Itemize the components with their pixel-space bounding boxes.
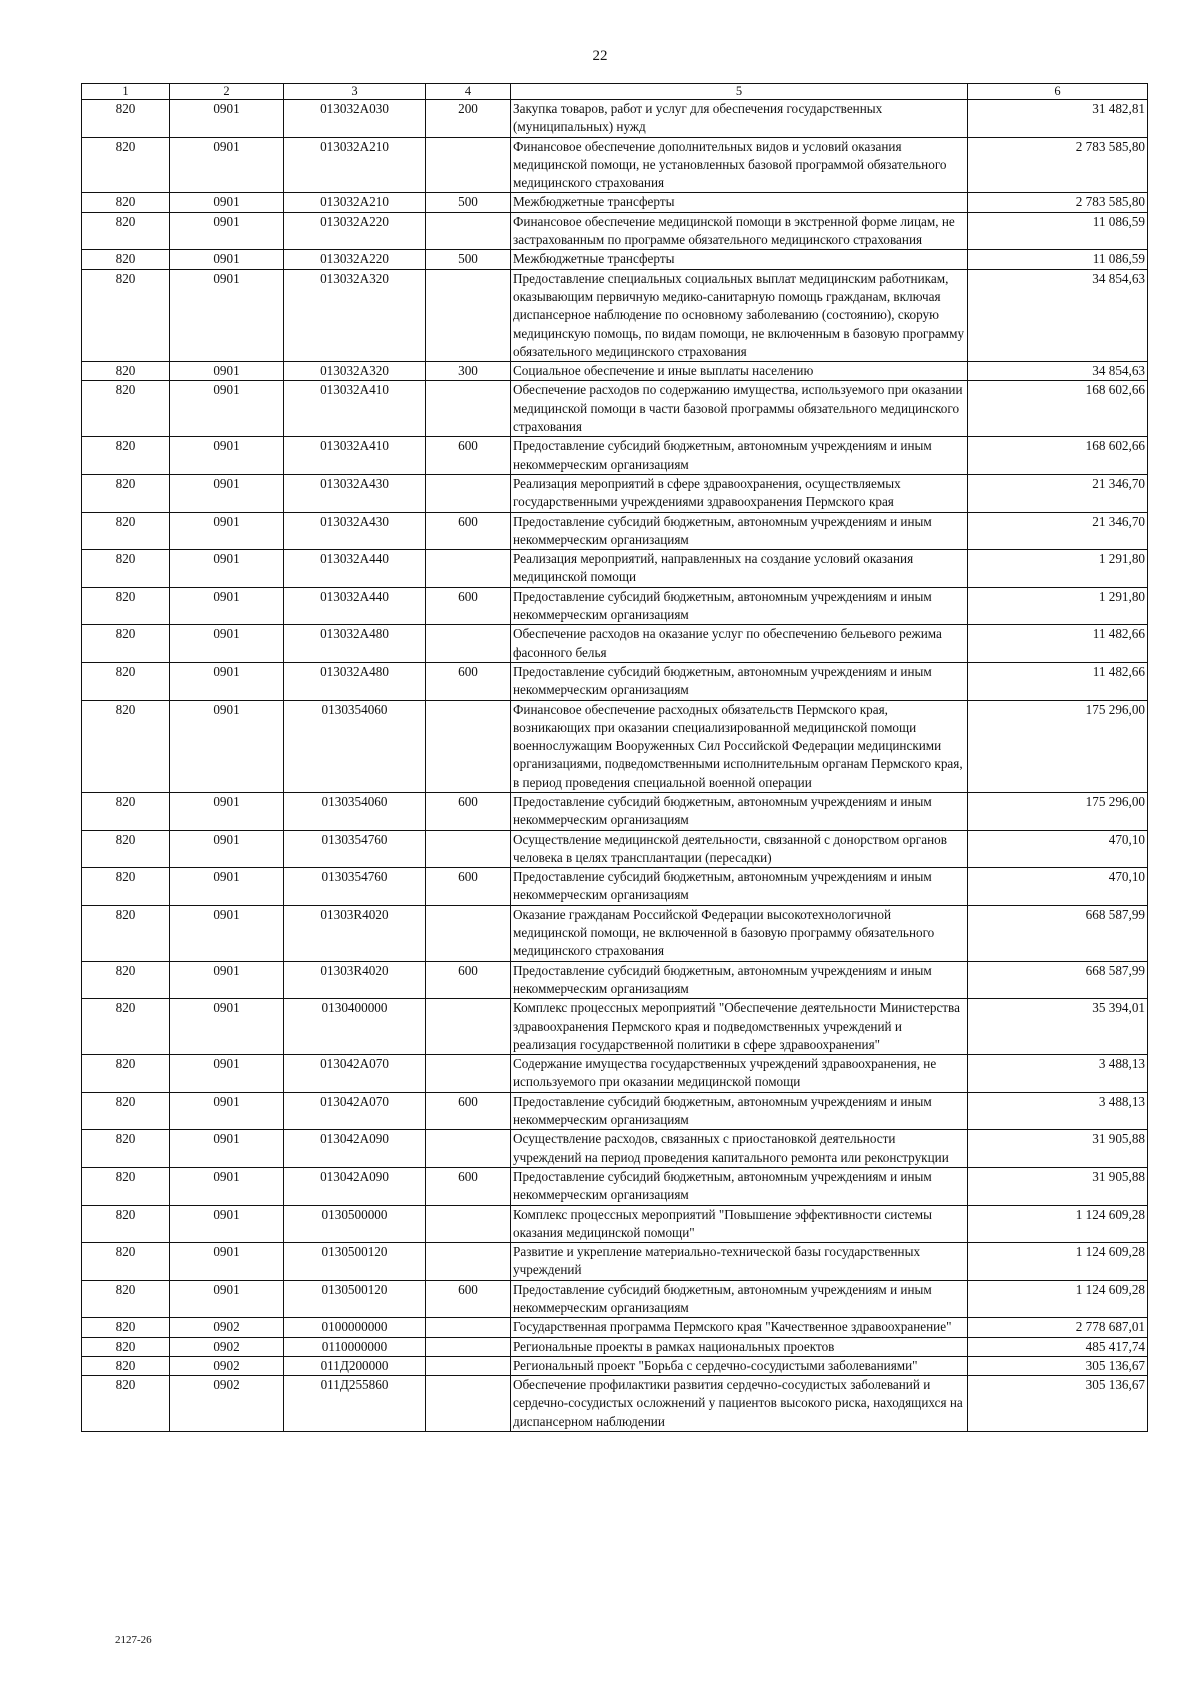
description-cell: Обеспечение расходов по содержанию имущества, используемого при оказании медицинской помощи в части базовой программы обязательного медицинского страхования: [511, 381, 968, 437]
table-row: [82, 250, 1148, 269]
expense-type-cell: 600: [426, 961, 511, 999]
expense-type-cell: [426, 625, 511, 663]
table-row: [82, 269, 1148, 361]
table-row: [82, 662, 1148, 700]
ministry-code-cell: 820: [82, 1130, 170, 1168]
amount-cell: 305 136,67: [968, 1376, 1148, 1432]
description-cell: Предоставление субсидий бюджетным, автономным учреждениям и иным некоммерческим организациям: [511, 512, 968, 550]
target-article-cell: 013032А440: [284, 587, 426, 625]
target-article-cell: 013032А480: [284, 625, 426, 663]
section-code-cell: 0902: [170, 1318, 284, 1337]
ministry-code-cell: 820: [82, 250, 170, 269]
column-header: 4: [426, 84, 511, 100]
section-code-cell: 0901: [170, 250, 284, 269]
amount-cell: 485 417,74: [968, 1337, 1148, 1356]
description-cell: Предоставление специальных социальных выплат медицинским работникам, оказывающим первичную медико-санитарную помощь гражданам, включая диспансерное наблюдение по основному заболеванию (состоянию), скорую медицинскую помощь, по видам помощи, не включенным в базовую программу обязательного медицинского страхования: [511, 269, 968, 361]
ministry-code-cell: 820: [82, 1205, 170, 1243]
ministry-code-cell: 820: [82, 362, 170, 381]
amount-cell: 1 124 609,28: [968, 1205, 1148, 1243]
table-row: [82, 362, 1148, 381]
table-row: [82, 868, 1148, 906]
description-cell: Развитие и укрепление материально-технической базы государственных учреждений: [511, 1243, 968, 1281]
column-header: 3: [284, 84, 426, 100]
section-code-cell: 0901: [170, 1130, 284, 1168]
amount-cell: 31 482,81: [968, 100, 1148, 138]
ministry-code-cell: 820: [82, 905, 170, 961]
page-number: 22: [592, 48, 608, 64]
target-article-cell: 011Д200000: [284, 1356, 426, 1375]
section-code-cell: 0901: [170, 437, 284, 475]
description-cell: Комплекс процессных мероприятий "Обеспечение деятельности Министерства здравоохранения Пермского края и подведомственных учреждений и реализация государственной политики в сфере здравоохранения": [511, 999, 968, 1055]
ministry-code-cell: 820: [82, 830, 170, 868]
section-code-cell: 0901: [170, 961, 284, 999]
target-article-cell: 013032А220: [284, 250, 426, 269]
amount-cell: 11 482,66: [968, 662, 1148, 700]
table-row: [82, 1055, 1148, 1093]
description-cell: Осуществление медицинской деятельности, связанной с донорством органов человека в целях трансплантации (пересадки): [511, 830, 968, 868]
ministry-code-cell: 820: [82, 269, 170, 361]
ministry-code-cell: 820: [82, 1167, 170, 1205]
amount-cell: 1 124 609,28: [968, 1280, 1148, 1318]
description-cell: Закупка товаров, работ и услуг для обеспечения государственных (муниципальных) нужд: [511, 100, 968, 138]
ministry-code-cell: 820: [82, 100, 170, 138]
expense-type-cell: [426, 1376, 511, 1432]
amount-cell: 470,10: [968, 830, 1148, 868]
target-article-cell: 013032А410: [284, 381, 426, 437]
target-article-cell: 0130354060: [284, 792, 426, 830]
amount-cell: 1 124 609,28: [968, 1243, 1148, 1281]
table-row: [82, 474, 1148, 512]
table-row: [82, 587, 1148, 625]
target-article-cell: 013032А320: [284, 362, 426, 381]
section-code-cell: 0901: [170, 792, 284, 830]
column-header: 2: [170, 84, 284, 100]
expense-type-cell: [426, 1243, 511, 1281]
header-row: [82, 84, 1148, 100]
ministry-code-cell: 820: [82, 193, 170, 212]
amount-cell: 2 778 687,01: [968, 1318, 1148, 1337]
amount-cell: 34 854,63: [968, 362, 1148, 381]
ministry-code-cell: 820: [82, 587, 170, 625]
column-header: 1: [82, 84, 170, 100]
description-cell: Предоставление субсидий бюджетным, автономным учреждениям и иным некоммерческим организациям: [511, 1092, 968, 1130]
target-article-cell: 013032А030: [284, 100, 426, 138]
table-row: [82, 381, 1148, 437]
amount-cell: 1 291,80: [968, 550, 1148, 588]
budget-table: [81, 83, 1148, 1432]
ministry-code-cell: 820: [82, 1337, 170, 1356]
expense-type-cell: 500: [426, 250, 511, 269]
amount-cell: 3 488,13: [968, 1055, 1148, 1093]
expense-type-cell: [426, 1055, 511, 1093]
expense-type-cell: 200: [426, 100, 511, 138]
target-article-cell: 0130500000: [284, 1205, 426, 1243]
table-row: [82, 437, 1148, 475]
table-row: [82, 1130, 1148, 1168]
target-article-cell: 0130354760: [284, 868, 426, 906]
section-code-cell: 0901: [170, 550, 284, 588]
table-row: [82, 625, 1148, 663]
expense-type-cell: 600: [426, 1092, 511, 1130]
table-row: [82, 905, 1148, 961]
section-code-cell: 0901: [170, 193, 284, 212]
description-cell: Предоставление субсидий бюджетным, автономным учреждениям и иным некоммерческим организациям: [511, 961, 968, 999]
amount-cell: 11 086,59: [968, 250, 1148, 269]
description-cell: Предоставление субсидий бюджетным, автономным учреждениям и иным некоммерческим организациям: [511, 792, 968, 830]
amount-cell: 31 905,88: [968, 1130, 1148, 1168]
ministry-code-cell: 820: [82, 1055, 170, 1093]
expense-type-cell: [426, 1205, 511, 1243]
section-code-cell: 0901: [170, 212, 284, 250]
ministry-code-cell: 820: [82, 1356, 170, 1375]
ministry-code-cell: 820: [82, 137, 170, 193]
table-row: [82, 137, 1148, 193]
document-code: 2127-26: [115, 1634, 152, 1646]
section-code-cell: 0901: [170, 269, 284, 361]
amount-cell: 3 488,13: [968, 1092, 1148, 1130]
section-code-cell: 0901: [170, 381, 284, 437]
amount-cell: 668 587,99: [968, 961, 1148, 999]
table-row: [82, 1318, 1148, 1337]
section-code-cell: 0901: [170, 868, 284, 906]
expense-type-cell: 600: [426, 437, 511, 475]
description-cell: Оказание гражданам Российской Федерации высокотехнологичной медицинской помощи, не включенной в базовую программу обязательного медицинского страхования: [511, 905, 968, 961]
description-cell: Финансовое обеспечение дополнительных видов и условий оказания медицинской помощи, не установленных базовой программой обязательного медицинского страхования: [511, 137, 968, 193]
section-code-cell: 0901: [170, 587, 284, 625]
ministry-code-cell: 820: [82, 437, 170, 475]
expense-type-cell: 500: [426, 193, 511, 212]
section-code-cell: 0902: [170, 1356, 284, 1375]
description-cell: Региональные проекты в рамках национальных проектов: [511, 1337, 968, 1356]
ministry-code-cell: 820: [82, 662, 170, 700]
description-cell: Предоставление субсидий бюджетным, автономным учреждениям и иным некоммерческим организациям: [511, 587, 968, 625]
section-code-cell: 0901: [170, 362, 284, 381]
expense-type-cell: 300: [426, 362, 511, 381]
expense-type-cell: [426, 999, 511, 1055]
expense-type-cell: 600: [426, 1167, 511, 1205]
column-header: 6: [968, 84, 1148, 100]
table-row: [82, 792, 1148, 830]
section-code-cell: 0902: [170, 1376, 284, 1432]
expense-type-cell: 600: [426, 662, 511, 700]
target-article-cell: 013032А320: [284, 269, 426, 361]
amount-cell: 168 602,66: [968, 437, 1148, 475]
table-row: [82, 1376, 1148, 1432]
ministry-code-cell: 820: [82, 1092, 170, 1130]
target-article-cell: 013032А440: [284, 550, 426, 588]
amount-cell: 21 346,70: [968, 512, 1148, 550]
section-code-cell: 0901: [170, 512, 284, 550]
ministry-code-cell: 820: [82, 625, 170, 663]
target-article-cell: 0100000000: [284, 1318, 426, 1337]
expense-type-cell: [426, 1130, 511, 1168]
section-code-cell: 0901: [170, 1205, 284, 1243]
amount-cell: 31 905,88: [968, 1167, 1148, 1205]
description-cell: Предоставление субсидий бюджетным, автономным учреждениям и иным некоммерческим организациям: [511, 662, 968, 700]
expense-type-cell: [426, 1337, 511, 1356]
table-row: [82, 1337, 1148, 1356]
table-row: [82, 512, 1148, 550]
target-article-cell: 013032А480: [284, 662, 426, 700]
table-row: [82, 1167, 1148, 1205]
ministry-code-cell: 820: [82, 212, 170, 250]
expense-type-cell: 600: [426, 1280, 511, 1318]
target-article-cell: 013042А070: [284, 1055, 426, 1093]
expense-type-cell: [426, 550, 511, 588]
description-cell: Обеспечение профилактики развития сердечно-сосудистых заболеваний и сердечно-сосудистых осложнений у пациентов высокого риска, находящихся на диспансерном наблюдении: [511, 1376, 968, 1432]
table-row: [82, 1205, 1148, 1243]
expense-type-cell: [426, 212, 511, 250]
section-code-cell: 0901: [170, 700, 284, 792]
section-code-cell: 0901: [170, 474, 284, 512]
target-article-cell: 0130500120: [284, 1280, 426, 1318]
amount-cell: 35 394,01: [968, 999, 1148, 1055]
amount-cell: 11 482,66: [968, 625, 1148, 663]
table-row: [82, 100, 1148, 138]
table-row: [82, 1243, 1148, 1281]
section-code-cell: 0901: [170, 137, 284, 193]
section-code-cell: 0901: [170, 830, 284, 868]
section-code-cell: 0901: [170, 625, 284, 663]
amount-cell: 305 136,67: [968, 1356, 1148, 1375]
description-cell: Комплекс процессных мероприятий "Повышение эффективности системы оказания медицинской помощи": [511, 1205, 968, 1243]
section-code-cell: 0901: [170, 662, 284, 700]
amount-cell: 470,10: [968, 868, 1148, 906]
table-row: [82, 1356, 1148, 1375]
ministry-code-cell: 820: [82, 550, 170, 588]
section-code-cell: 0901: [170, 1243, 284, 1281]
ministry-code-cell: 820: [82, 512, 170, 550]
ministry-code-cell: 820: [82, 1376, 170, 1432]
ministry-code-cell: 820: [82, 381, 170, 437]
section-code-cell: 0901: [170, 1092, 284, 1130]
description-cell: Осуществление расходов, связанных с приостановкой деятельности учреждений на период проведения капитального ремонта или реконструкции: [511, 1130, 968, 1168]
ministry-code-cell: 820: [82, 700, 170, 792]
ministry-code-cell: 820: [82, 868, 170, 906]
target-article-cell: 0130400000: [284, 999, 426, 1055]
expense-type-cell: 600: [426, 792, 511, 830]
amount-cell: 2 783 585,80: [968, 137, 1148, 193]
target-article-cell: 013032А210: [284, 193, 426, 212]
expense-type-cell: [426, 830, 511, 868]
target-article-cell: 011Д255860: [284, 1376, 426, 1432]
amount-cell: 175 296,00: [968, 792, 1148, 830]
section-code-cell: 0901: [170, 905, 284, 961]
section-code-cell: 0901: [170, 100, 284, 138]
table-row: [82, 550, 1148, 588]
description-cell: Предоставление субсидий бюджетным, автономным учреждениям и иным некоммерческим организациям: [511, 1280, 968, 1318]
column-header: 5: [511, 84, 968, 100]
table-row: [82, 999, 1148, 1055]
target-article-cell: 0110000000: [284, 1337, 426, 1356]
table-row: [82, 830, 1148, 868]
target-article-cell: 013042А090: [284, 1167, 426, 1205]
description-cell: Предоставление субсидий бюджетным, автономным учреждениям и иным некоммерческим организациям: [511, 868, 968, 906]
expense-type-cell: [426, 474, 511, 512]
expense-type-cell: [426, 1318, 511, 1337]
amount-cell: 2 783 585,80: [968, 193, 1148, 212]
expense-type-cell: [426, 905, 511, 961]
description-cell: Государственная программа Пермского края "Качественное здравоохранение": [511, 1318, 968, 1337]
target-article-cell: 01303R4020: [284, 905, 426, 961]
target-article-cell: 013032А430: [284, 474, 426, 512]
description-cell: Содержание имущества государственных учреждений здравоохранения, не используемого при оказании медицинской помощи: [511, 1055, 968, 1093]
table-row: [82, 212, 1148, 250]
target-article-cell: 0130354760: [284, 830, 426, 868]
description-cell: Региональный проект "Борьба с сердечно-сосудистыми заболеваниями": [511, 1356, 968, 1375]
target-article-cell: 013032А220: [284, 212, 426, 250]
expense-type-cell: [426, 700, 511, 792]
description-cell: Реализация мероприятий, направленных на создание условий оказания медицинской помощи: [511, 550, 968, 588]
table-row: [82, 193, 1148, 212]
amount-cell: 175 296,00: [968, 700, 1148, 792]
description-cell: Социальное обеспечение и иные выплаты населению: [511, 362, 968, 381]
target-article-cell: 013042А090: [284, 1130, 426, 1168]
ministry-code-cell: 820: [82, 792, 170, 830]
section-code-cell: 0901: [170, 1280, 284, 1318]
expense-type-cell: [426, 137, 511, 193]
table-row: [82, 700, 1148, 792]
amount-cell: 168 602,66: [968, 381, 1148, 437]
description-cell: Обеспечение расходов на оказание услуг по обеспечению бельевого режима фасонного белья: [511, 625, 968, 663]
target-article-cell: 01303R4020: [284, 961, 426, 999]
amount-cell: 34 854,63: [968, 269, 1148, 361]
table-row: [82, 1092, 1148, 1130]
amount-cell: 668 587,99: [968, 905, 1148, 961]
section-code-cell: 0901: [170, 1167, 284, 1205]
ministry-code-cell: 820: [82, 1318, 170, 1337]
ministry-code-cell: 820: [82, 474, 170, 512]
expense-type-cell: 600: [426, 868, 511, 906]
description-cell: Предоставление субсидий бюджетным, автономным учреждениям и иным некоммерческим организациям: [511, 437, 968, 475]
description-cell: Межбюджетные трансферты: [511, 193, 968, 212]
ministry-code-cell: 820: [82, 961, 170, 999]
amount-cell: 1 291,80: [968, 587, 1148, 625]
expense-type-cell: 600: [426, 587, 511, 625]
description-cell: Межбюджетные трансферты: [511, 250, 968, 269]
target-article-cell: 013042А070: [284, 1092, 426, 1130]
description-cell: Предоставление субсидий бюджетным, автономным учреждениям и иным некоммерческим организациям: [511, 1167, 968, 1205]
target-article-cell: 013032А430: [284, 512, 426, 550]
section-code-cell: 0902: [170, 1337, 284, 1356]
ministry-code-cell: 820: [82, 999, 170, 1055]
target-article-cell: 013032А210: [284, 137, 426, 193]
amount-cell: 11 086,59: [968, 212, 1148, 250]
table-row: [82, 961, 1148, 999]
section-code-cell: 0901: [170, 999, 284, 1055]
target-article-cell: 0130500120: [284, 1243, 426, 1281]
section-code-cell: 0901: [170, 1055, 284, 1093]
expense-type-cell: [426, 1356, 511, 1375]
table-row: [82, 1280, 1148, 1318]
amount-cell: 21 346,70: [968, 474, 1148, 512]
ministry-code-cell: 820: [82, 1280, 170, 1318]
expense-type-cell: [426, 269, 511, 361]
target-article-cell: 013032А410: [284, 437, 426, 475]
target-article-cell: 0130354060: [284, 700, 426, 792]
expense-type-cell: 600: [426, 512, 511, 550]
description-cell: Финансовое обеспечение медицинской помощи в экстренной форме лицам, не застрахованным по программе обязательного медицинского страхования: [511, 212, 968, 250]
description-cell: Финансовое обеспечение расходных обязательств Пермского края, возникающих при оказании специализированной медицинской помощи военнослужащим Вооруженных Сил Российской Федерации медицинскими организациями, подведомственными исполнительным органам Пермского края, в период проведения специальной военной операции: [511, 700, 968, 792]
description-cell: Реализация мероприятий в сфере здравоохранения, осуществляемых государственными учреждениями здравоохранения Пермского края: [511, 474, 968, 512]
expense-type-cell: [426, 381, 511, 437]
ministry-code-cell: 820: [82, 1243, 170, 1281]
